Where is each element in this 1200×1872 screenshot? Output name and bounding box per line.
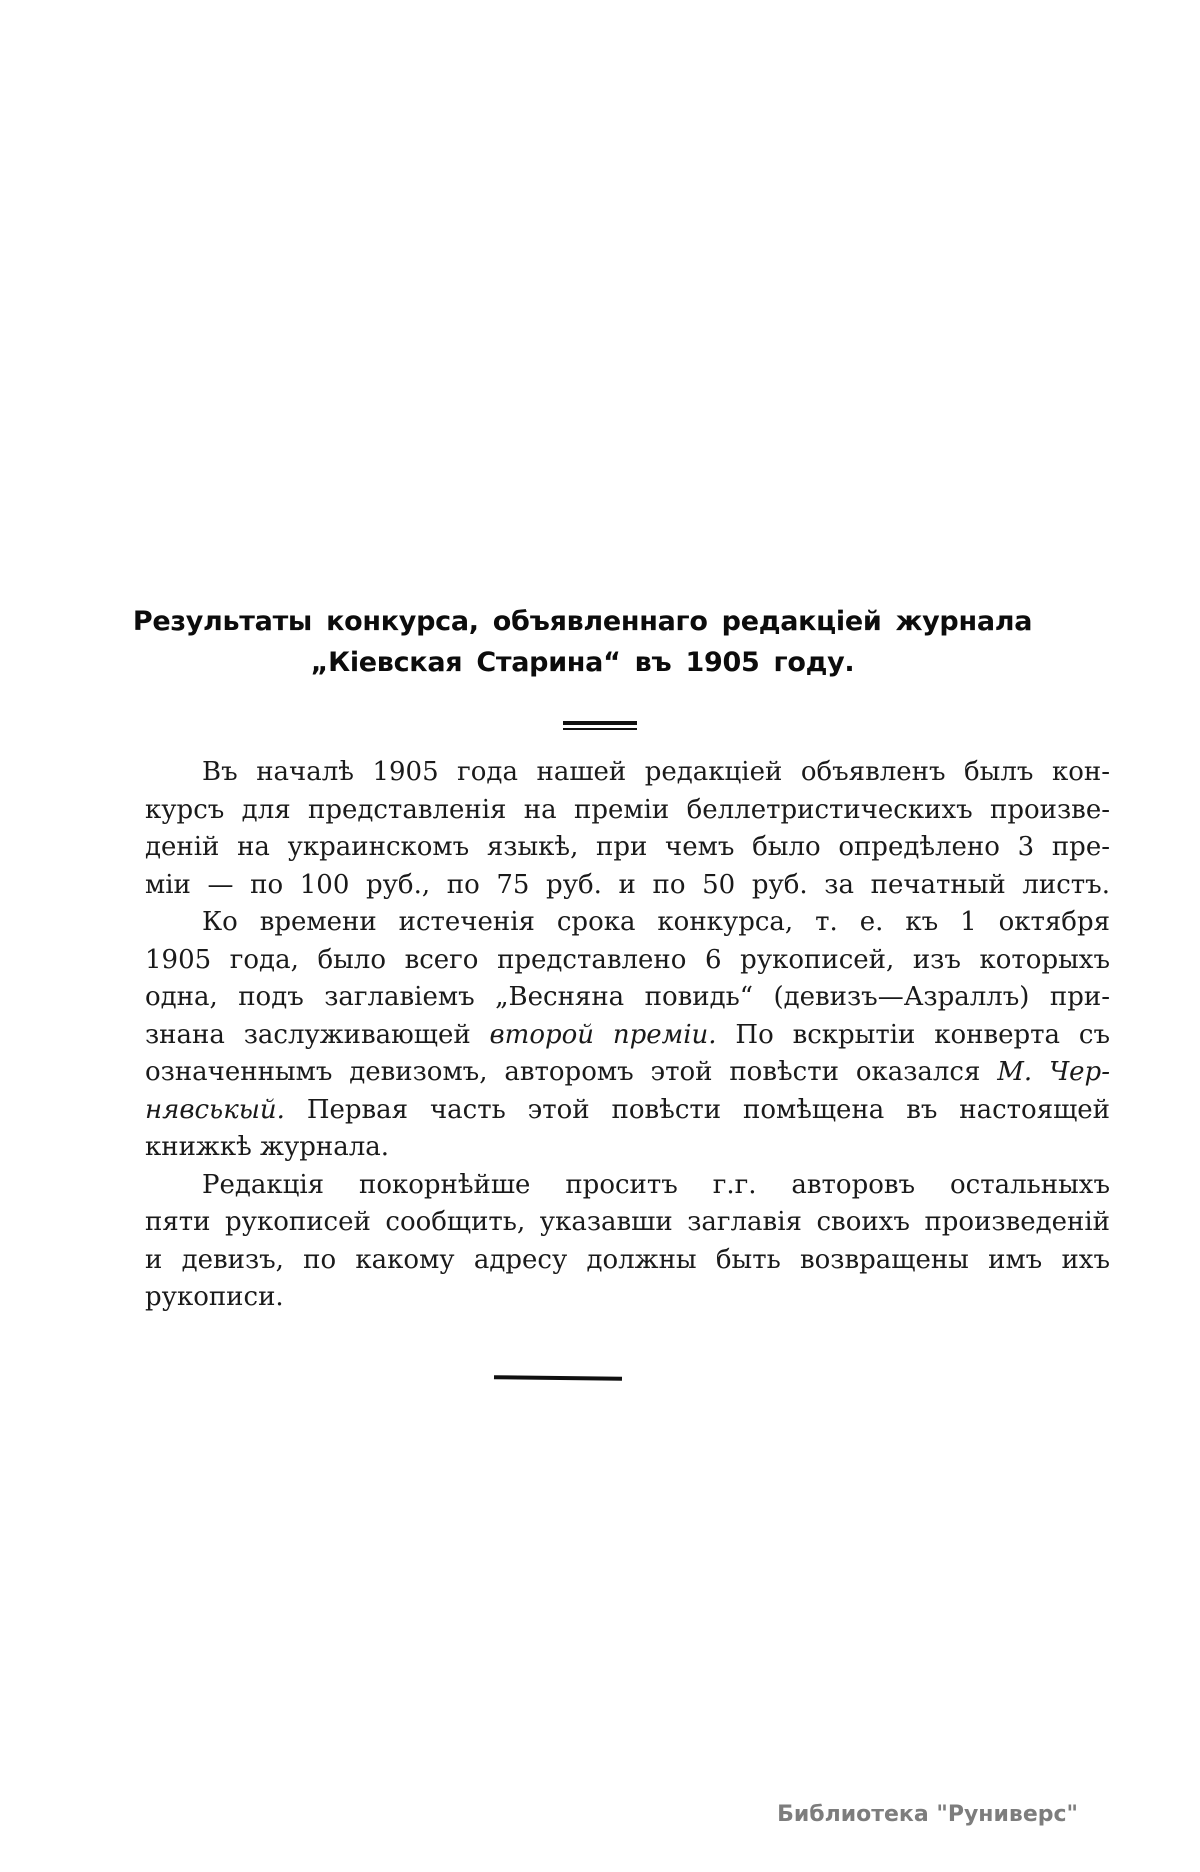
article-body [145, 754, 1110, 1317]
text-segment: міи — по 100 руб., по 75 руб. и по 50 руб. за печатный листъ. [145, 869, 1110, 900]
text-line [145, 942, 1110, 980]
text-line [145, 754, 1110, 792]
text-segment: 1905 года, было всего представлено 6 рукописей, изъ которыхъ [145, 944, 1110, 975]
text-segment: означеннымъ девизомъ, авторомъ этой повѣсти оказался [145, 1057, 998, 1087]
text-segment: По вскрытіи конверта съ [716, 1019, 1110, 1050]
text-segment: Редакція покорнѣйше проситъ г.г. авторовъ остальныхъ [202, 1169, 1110, 1200]
text-line [145, 904, 1110, 942]
text-line [145, 1167, 1110, 1205]
article-title-line1: Результаты конкурса, объявленнаго редакціей журнала [132, 606, 1033, 637]
end-of-article-rule [494, 1375, 622, 1381]
text-segment: пяти рукописей сообщить, указавши заглавія своихъ произведеній [145, 1207, 1110, 1237]
library-watermark: Библиотека "Руниверс" [777, 1802, 1078, 1827]
text-segment: деній на украинскомъ языкѣ, при чемъ было опредѣлено 3 пре- [145, 832, 1110, 862]
italic-text: М. Чер- [997, 1057, 1110, 1087]
text-line [145, 979, 1110, 1017]
text-segment: книжкѣ журнала. [145, 1132, 389, 1162]
text-segment: Въ началѣ 1905 года нашей редакціей объявленъ былъ кон- [202, 757, 1110, 787]
text-line [145, 1279, 1110, 1317]
italic-text: нявськый. [145, 1094, 285, 1125]
article-title [100, 601, 1065, 683]
text-line [145, 1129, 1110, 1167]
text-segment: одна, подъ заглавіемъ „Весняна повидь“ (девизъ—Азраллъ) при- [145, 982, 1110, 1012]
text-line [145, 867, 1110, 905]
text-line [145, 1242, 1110, 1280]
text-line [145, 792, 1110, 830]
text-segment: и девизъ, по какому адресу должны быть возвращены имъ ихъ [145, 1244, 1110, 1275]
text-segment: курсъ для представленія на преміи беллетристическихъ произве- [145, 794, 1110, 825]
italic-text: второй преміи. [489, 1019, 717, 1050]
text-line [145, 829, 1110, 867]
text-segment: Ко времени истеченія срока конкурса, т. е. къ 1 октября [202, 907, 1110, 937]
text-line [145, 1054, 1110, 1092]
text-line [145, 1092, 1110, 1130]
text-segment: Первая часть этой повѣсти помѣщена въ настоящей [284, 1094, 1110, 1125]
text-segment: рукописи. [145, 1282, 284, 1312]
article-title-line2: „Кіевская Старина“ въ 1905 году. [310, 647, 855, 678]
title-divider-rule [563, 721, 637, 730]
text-segment: знана заслуживающей [145, 1019, 490, 1050]
text-line [145, 1204, 1110, 1242]
text-line [145, 1017, 1110, 1055]
